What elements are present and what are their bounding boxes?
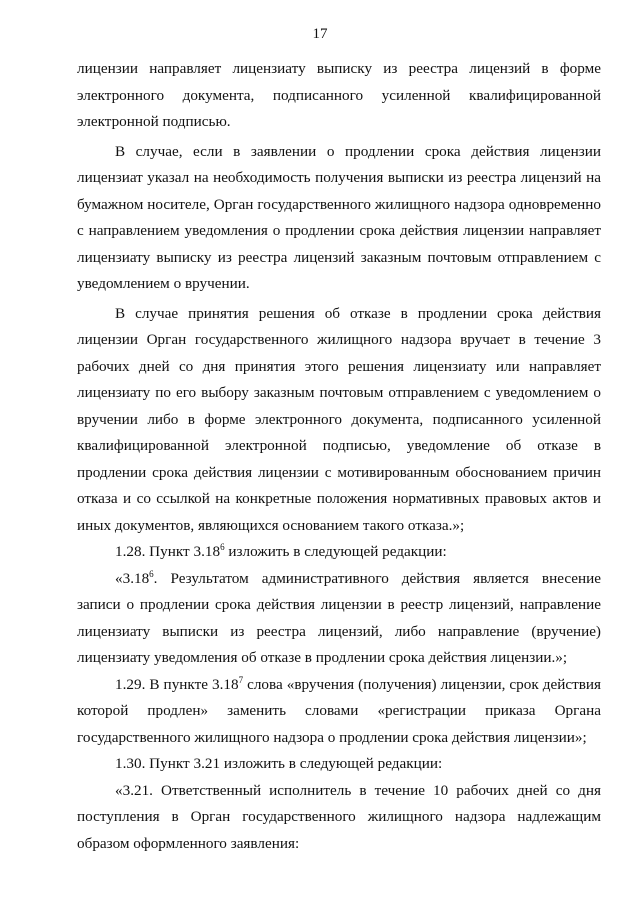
item-1-28-superscript: 6 bbox=[220, 542, 225, 552]
item-1-28-text-start: 1.28. Пункт 3.18 bbox=[115, 543, 221, 560]
clause-3-18-6-superscript: 6 bbox=[149, 568, 154, 579]
clause-3-18-6-text-start: «3.18 bbox=[115, 569, 150, 587]
paragraph-refusal-decision: В случае принятия решения об отказе в продлении срока действия лицензии Орган государственного жилищного надзора вручает в течение 3 рабочих дней со дня принятия этого решения лицензиату или направляет лицензиату по его выбору заказным почтовым отправлением с уведомлением о вручении либо в форме электронного документа, подписанного усиленной квалифицированной электронной подписью, уведомление об отказе в продлении срока действия лицензии с мотивированным обоснованием причин отказа и со ссылкой на конкретные положения нормативных правовых актов и иных документов, являющихся основанием такого отказа.»; bbox=[77, 304, 601, 534]
paragraph-item-1-30: 1.30. Пункт 3.21 изложить в следующей редакции: bbox=[115, 755, 443, 772]
paragraph-item-1-29 bbox=[77, 672, 601, 752]
page-number: 17 bbox=[312, 26, 328, 42]
paragraph-clause-3-18-6 bbox=[77, 566, 601, 672]
paragraph-paper-extract: В случае, если в заявлении о продлении срока действия лицензии лицензиат указал на необходимость получения выписки из реестра лицензий на бумажном носителе, Орган государственного жилищного надзора одновременно с направлением уведомления о продлении срока действия лицензии направляет лицензиату выписку из реестра лицензий заказным почтовым отправлением с уведомлением о вручении. bbox=[77, 142, 601, 292]
paragraph-clause-3-21: «3.21. Ответственный исполнитель в течение 10 рабочих дней со дня поступления в Орган государственного жилищного надзора надлежащим образом оформленного заявления: bbox=[77, 781, 601, 852]
item-1-29-superscript: 7 bbox=[238, 674, 244, 685]
paragraph-license-extract-electronic: лицензии направляет лицензиату выписку из реестра лицензий в форме электронного документа, подписанного усиленной квалифицированной электронной подписью. bbox=[77, 60, 601, 130]
document-body bbox=[77, 56, 601, 857]
item-1-29-text-end: слова «вручения (получения) лицензии, срок действия которой продлен» заменить словами «регистрации приказа Органа государственного жилищного надзора о продлении срока действия лицензии»; bbox=[77, 675, 601, 746]
paragraph-item-1-28 bbox=[77, 539, 601, 566]
clause-3-18-6-text-end: . Результатом административного действия является внесение записи о продлении срока действия лицензии в реестр лицензий, направление лицензиату выписки из реестра лицензий, либо направление (вручение) лицензиату уведомления об отказе в продлении срока действия лицензии.»; bbox=[77, 569, 601, 666]
item-1-28-text-end: изложить в следующей редакции: bbox=[224, 543, 447, 560]
item-1-29-text-start: 1.29. В пункте 3.18 bbox=[115, 675, 239, 693]
